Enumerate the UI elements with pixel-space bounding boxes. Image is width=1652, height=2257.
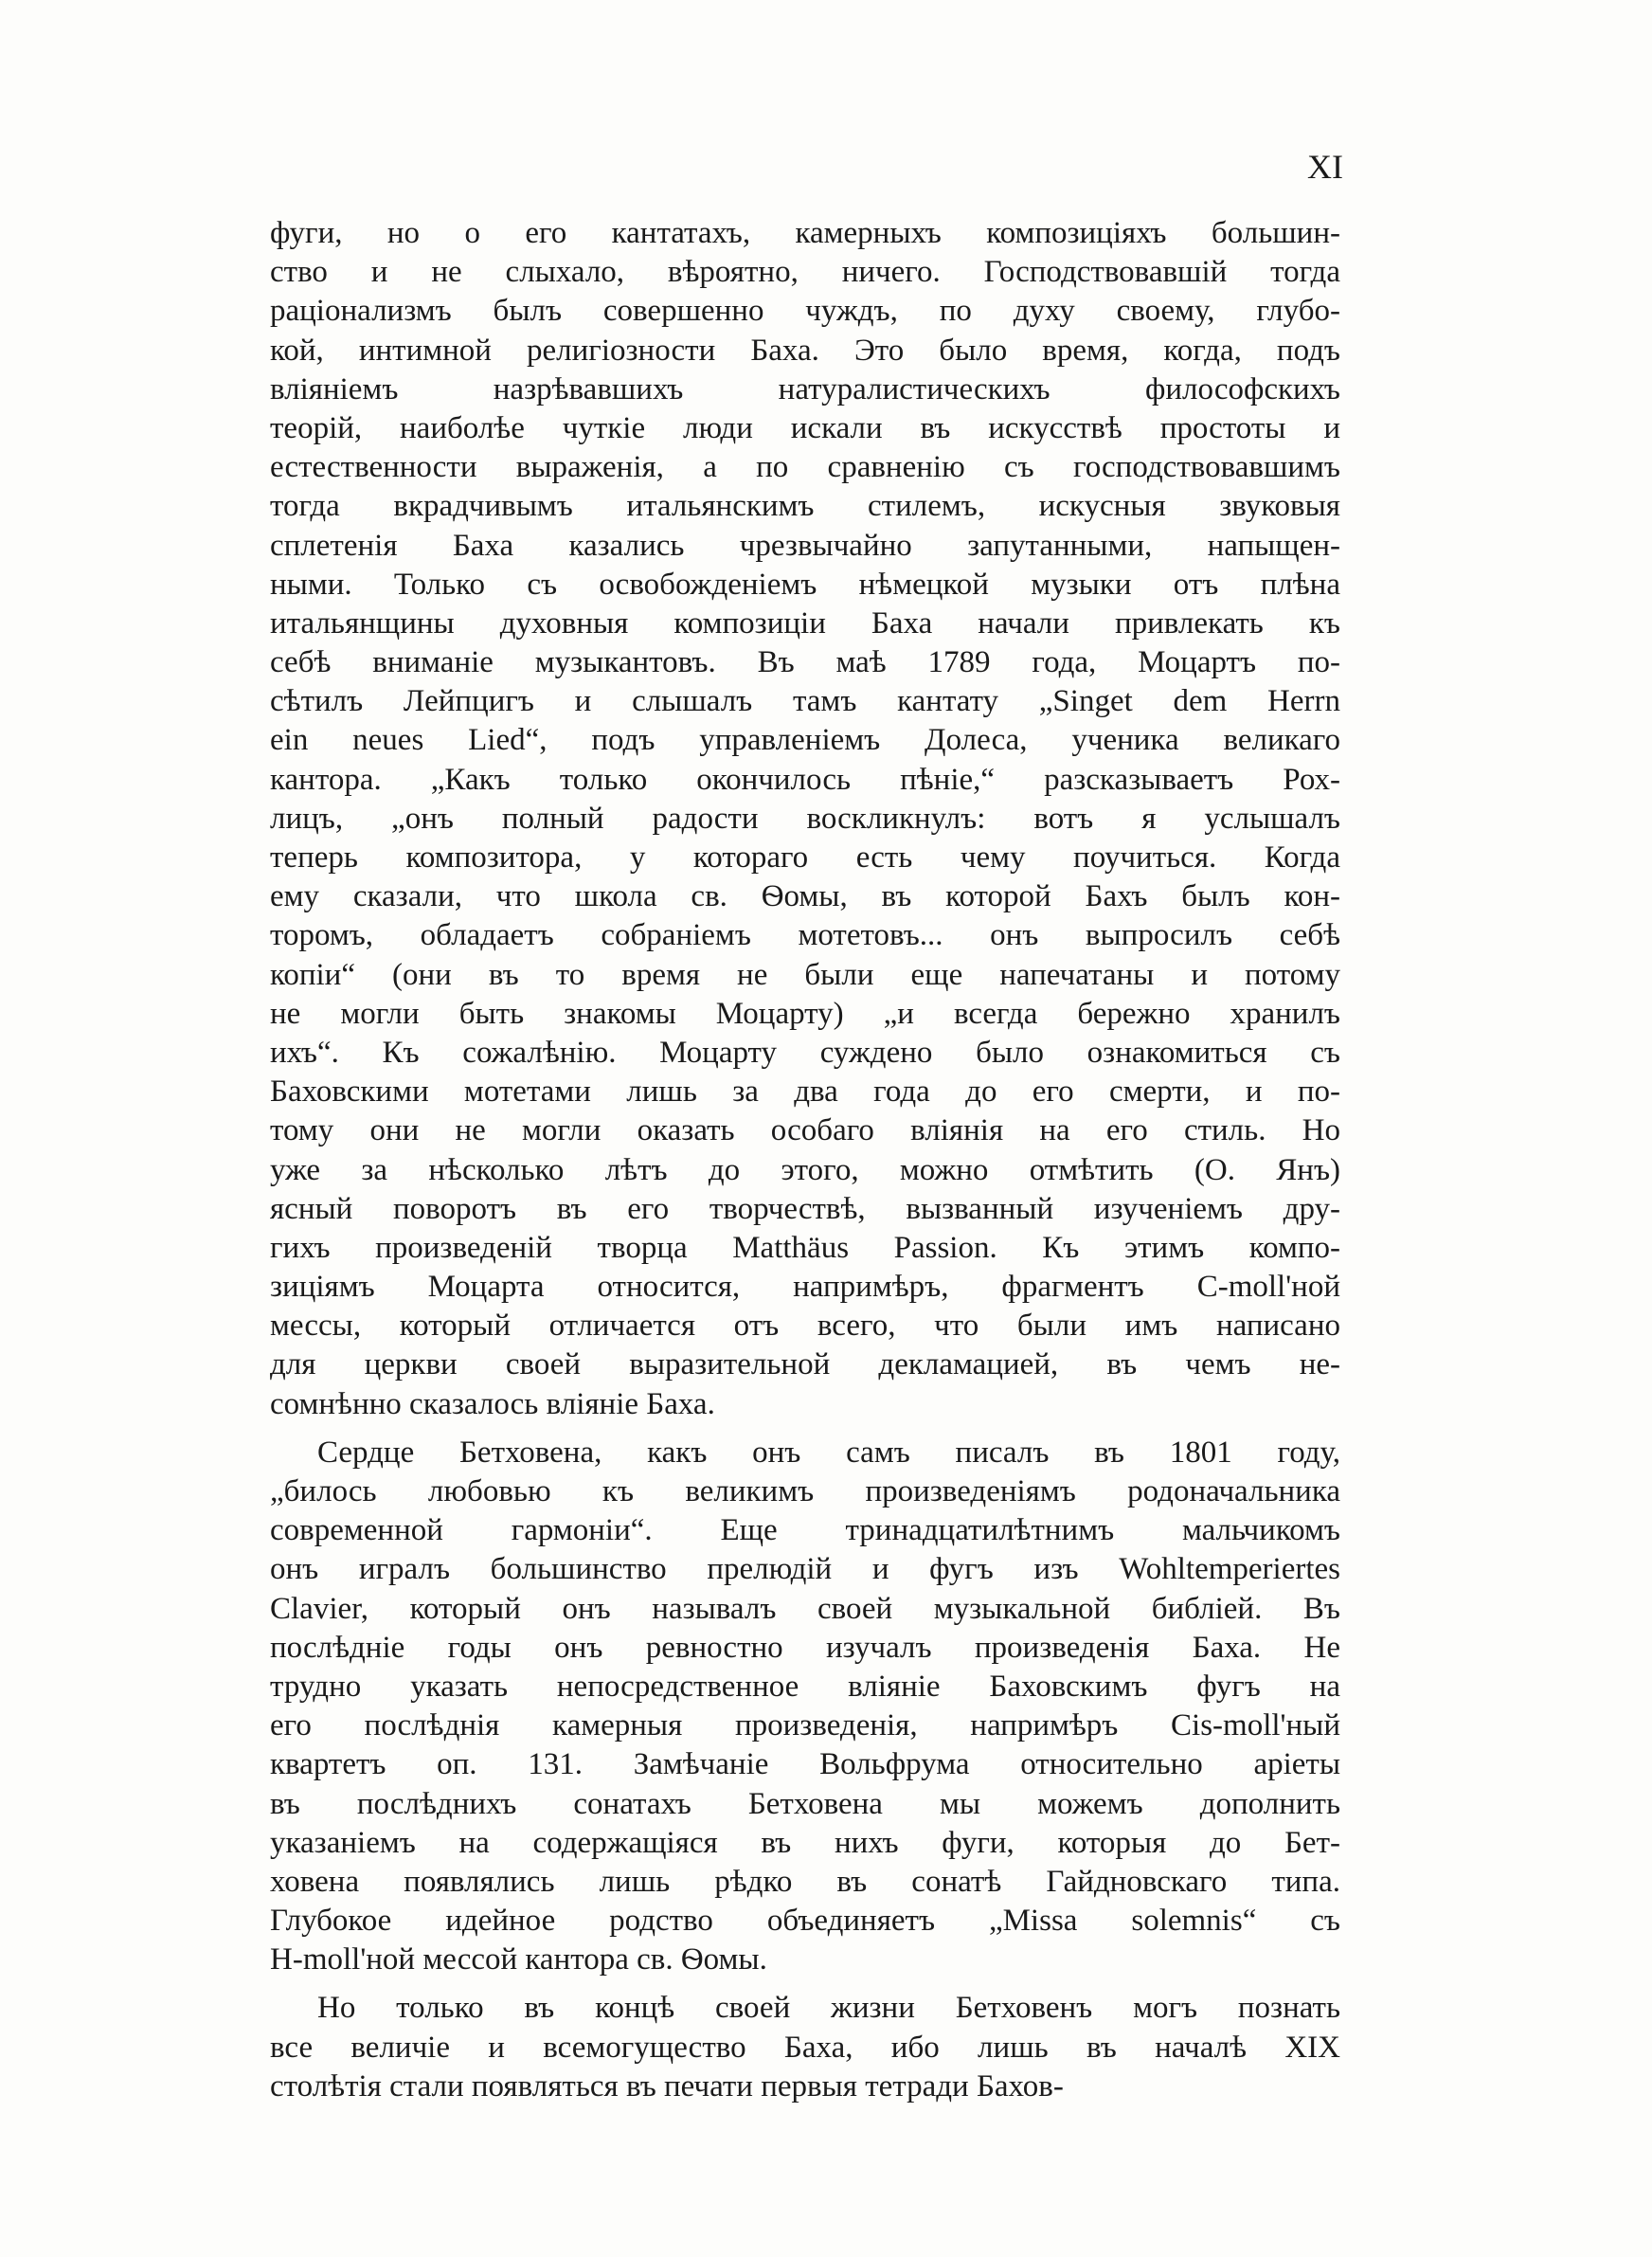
paragraph: [270, 1989, 1340, 2106]
paragraph: [270, 214, 1340, 1424]
text-line: лицъ, „онъ полный радости воскликнулъ: вотъ я услышалъ: [270, 801, 1340, 836]
text-line: современной гармоніи“. Еще тринадцатилѣтнимъ мальчикомъ: [270, 1513, 1340, 1548]
text-line: послѣдніе годы онъ ревностно изучалъ произведенія Баха. Не: [270, 1630, 1340, 1665]
text-line: зиціямъ Моцарта относится, напримѣръ, фрагментъ C-moll'ной: [270, 1270, 1340, 1305]
text-line: для церкви своей выразительной декламацией, въ чемъ не-: [270, 1347, 1340, 1382]
text-line: все величіе и всемогущество Баха, ибо лишь въ началѣ XIX: [270, 2030, 1340, 2065]
text-line: естественности выраженія, а по сравненію съ господствовавшимъ: [270, 450, 1340, 485]
text-line: себѣ вниманіе музыкантовъ. Въ маѣ 1789 года, Моцартъ по-: [270, 645, 1340, 680]
text-line: ясный поворотъ въ его творчествѣ, вызванный изученіемъ дру-: [270, 1191, 1340, 1226]
text-line: гихъ произведеній творца Matthäus Passion. Къ этимъ компо-: [270, 1230, 1340, 1265]
text-line: фуги, но о его кантатахъ, камерныхъ композиціяхъ большин-: [270, 216, 1340, 250]
text-line: его послѣднія камерныя произведенія, напримѣръ Cis-moll'ный: [270, 1708, 1340, 1743]
text-line: ство и не слыхало, вѣроятно, ничего. Господствовавшій тогда: [270, 255, 1340, 290]
text-line: „билось любовью къ великимъ произведеніямъ родоначальника: [270, 1474, 1340, 1508]
paragraph-gap: [270, 1979, 1340, 1989]
text-line: ему сказали, что школа св. Ѳомы, въ которой Бахъ былъ кон-: [270, 879, 1340, 914]
paragraph-gap: [270, 1424, 1340, 1434]
page-number: XI: [1307, 148, 1343, 186]
text-line: кой, интимной религіозности Баха. Это было время, когда, подъ: [270, 333, 1340, 368]
text-line: тому они не могли оказать особаго вліянія на его стиль. Но: [270, 1113, 1340, 1148]
text-line: копіи“ (они въ то время не были еще напечатаны и потому: [270, 957, 1340, 992]
text-line: въ послѣднихъ сонатахъ Бетховена мы можемъ дополнить: [270, 1786, 1340, 1821]
text-line: теперь композитора, у котораго есть чему поучиться. Когда: [270, 840, 1340, 875]
text-line: сплетенія Баха казались чрезвычайно запутанными, напыщен-: [270, 528, 1340, 563]
text-line: итальянщины духовныя композиціи Баха начали привлекать къ: [270, 605, 1340, 641]
text-line: Clavier, который онъ называлъ своей музыкальной библіей. Въ: [270, 1591, 1340, 1626]
text-line: раціонализмъ былъ совершенно чуждъ, по духу своему, глубо-: [270, 294, 1340, 329]
text-line: ными. Только съ освобожденіемъ нѣмецкой музыки отъ плѣна: [270, 567, 1340, 602]
text-line: ein neues Lied“, подъ управленіемъ Долеса, ученика великаго: [270, 723, 1340, 758]
text-line: указаніемъ на содержащіяся въ нихъ фуги, которыя до Бет-: [270, 1825, 1340, 1860]
text-line: кантора. „Какъ только окончилось пѣніе,“ разсказываетъ Рох-: [270, 762, 1340, 797]
text-line: торомъ, обладаетъ собраніемъ мотетовъ... онъ выпросилъ себѣ: [270, 918, 1340, 953]
text-line: Сердце Бетховена, какъ онъ самъ писалъ въ 1801 году,: [317, 1435, 1340, 1470]
text-line: сомнѣнно сказалось вліяніе Баха.: [270, 1386, 715, 1421]
text-line: уже за нѣсколько лѣтъ до этого, можно отмѣтить (О. Янъ): [270, 1152, 1340, 1187]
text-line: мессы, который отличается отъ всего, что были имъ написано: [270, 1309, 1340, 1344]
text-line: ихъ“. Къ сожалѣнію. Моцарту суждено было ознакомиться съ: [270, 1035, 1340, 1070]
paragraph: [270, 1434, 1340, 1980]
text-line: ховена появлялись лишь рѣдко въ сонатѣ Гайдновскаго типа.: [270, 1864, 1340, 1899]
text-line: Но только въ концѣ своей жизни Бетховенъ могъ познать: [317, 1991, 1340, 2026]
text-line: сѣтилъ Лейпцигъ и слышалъ тамъ кантату „Singet dem Herrn: [270, 684, 1340, 719]
text-line: не могли быть знакомы Моцарту) „и всегда бережно хранилъ: [270, 996, 1340, 1031]
text-line: теорій, наиболѣе чуткіе люди искали въ искусствѣ простоты и: [270, 410, 1340, 445]
body-text: [270, 214, 1340, 2106]
text-line: столѣтія стали появляться въ печати первыя тетради Бахов-: [270, 2068, 1064, 2104]
text-line: квартетъ оп. 131. Замѣчаніе Вольфрума относительно аріеты: [270, 1747, 1340, 1782]
text-line: тогда вкрадчивымъ итальянскимъ стилемъ, искусныя звуковыя: [270, 489, 1340, 524]
text-line: Глубокое идейное родство объединяетъ „Missa solemnis“ съ: [270, 1904, 1340, 1939]
text-line: H-moll'ной мессой кантора св. Ѳомы.: [270, 1942, 767, 1977]
text-line: онъ игралъ большинство прелюдій и фугъ изъ Wohltemperiertes: [270, 1552, 1340, 1587]
text-line: Баховскими мотетами лишь за два года до его смерти, и по-: [270, 1074, 1340, 1110]
text-line: трудно указать непосредственное вліяніе Баховскимъ фугъ на: [270, 1669, 1340, 1704]
text-line: вліяніемъ назрѣвавшихъ натуралистическихъ философскихъ: [270, 371, 1340, 406]
